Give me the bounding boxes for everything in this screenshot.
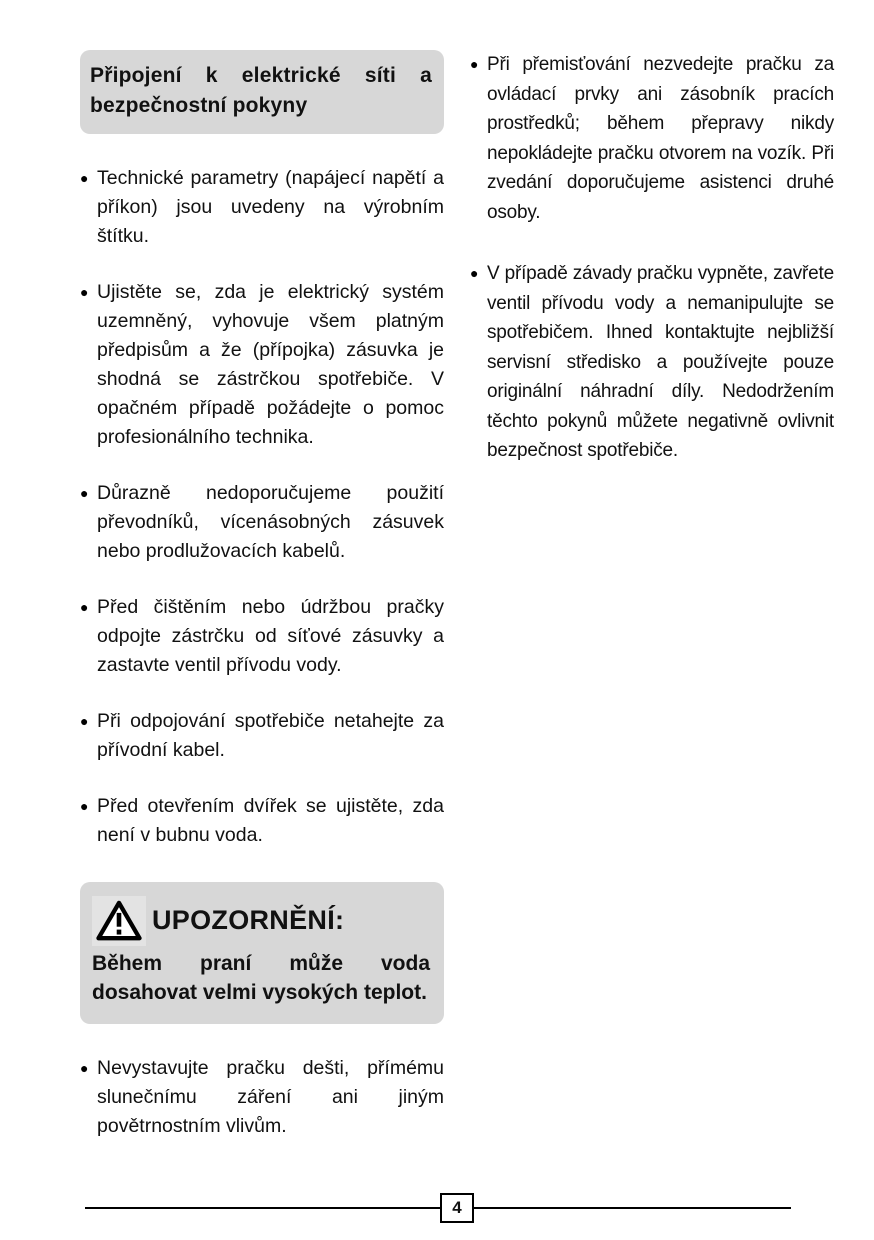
- bullet-icon: ●: [80, 169, 89, 186]
- list-item-text: Při odpojování spotřebiče netahejte za přívodní kabel.: [97, 709, 444, 761]
- list-item-text: V případě závady pračku vypněte, zavřete ventil přívodu vody a nemanipulujte se spotřebičem. Ihned kontaktujte nejbližší servisní středisko a používejte pouze originální náhradní díly. Nedodržením těchto pokynů můžete negativně ovlivnit bezpečnost spotřebiče.: [487, 263, 834, 461]
- right-column: [470, 50, 834, 1168]
- warning-body: Během praní může voda dosahovat velmi vysokých teplot.: [92, 951, 430, 1004]
- page-footer: [85, 1193, 791, 1223]
- bullet-icon: ●: [80, 484, 89, 501]
- bullet-icon: ●: [80, 712, 89, 729]
- list-item-text: Před otevřením dvířek se ujistěte, zda není v bubnu voda.: [97, 794, 444, 846]
- list-item: [470, 50, 834, 227]
- bullet-icon: ●: [470, 56, 479, 72]
- section-header-text: Připojení k elektrické síti a bezpečnostní pokyny: [90, 64, 432, 117]
- page-number: 4: [440, 1193, 474, 1223]
- two-column-layout: [80, 50, 834, 1168]
- section-header: [80, 50, 444, 134]
- bullet-icon: ●: [80, 797, 89, 814]
- bullet-icon: ●: [80, 1059, 89, 1076]
- list-item: [80, 1054, 444, 1141]
- list-item: [80, 278, 444, 452]
- list-item: [80, 792, 444, 850]
- warning-header: [92, 896, 430, 946]
- warning-triangle-icon: [92, 896, 146, 946]
- warning-box: [80, 882, 444, 1024]
- list-item-text: Nevystavujte pračku dešti, přímému slunečnímu záření ani jiným povětrnostním vlivům.: [97, 1056, 444, 1137]
- warning-title: UPOZORNĚNÍ:: [152, 905, 345, 936]
- list-item: [80, 479, 444, 566]
- list-item-text: Ujistěte se, zda je elektrický systém uzemněný, vyhovuje všem platným předpisům a že (přípojka) zásuvka je shodná se zástrčkou spotřebiče. V opačném případě požádejte o pomoc profesionálního technika.: [97, 280, 444, 448]
- left-column: [80, 50, 444, 1168]
- footer-divider: [85, 1207, 791, 1209]
- list-item-text: Technické parametry (napájecí napětí a příkon) jsou uvedeny na výrobním štítku.: [97, 166, 444, 247]
- list-item: [80, 593, 444, 680]
- list-item-text: Důrazně nedoporučujeme použití převodníků, vícenásobných zásuvek nebo prodlužovacích kabelů.: [97, 481, 444, 562]
- bullet-icon: ●: [80, 598, 89, 615]
- bullet-icon: ●: [470, 265, 479, 281]
- list-item-text: Při přemisťování nezvedejte pračku za ovládací prvky ani zásobník pracích prostředků; během přepravy nikdy nepokládejte pračku otvorem na vozík. Při zvedání doporučujeme asistenci druhé osoby.: [487, 54, 834, 223]
- list-item: [80, 164, 444, 251]
- bullet-icon: ●: [80, 283, 89, 300]
- list-item: [470, 259, 834, 466]
- list-item: [80, 707, 444, 765]
- list-item-text: Před čištěním nebo údržbou pračky odpojte zástrčku od síťové zásuvky a zastavte ventil přívodu vody.: [97, 595, 444, 676]
